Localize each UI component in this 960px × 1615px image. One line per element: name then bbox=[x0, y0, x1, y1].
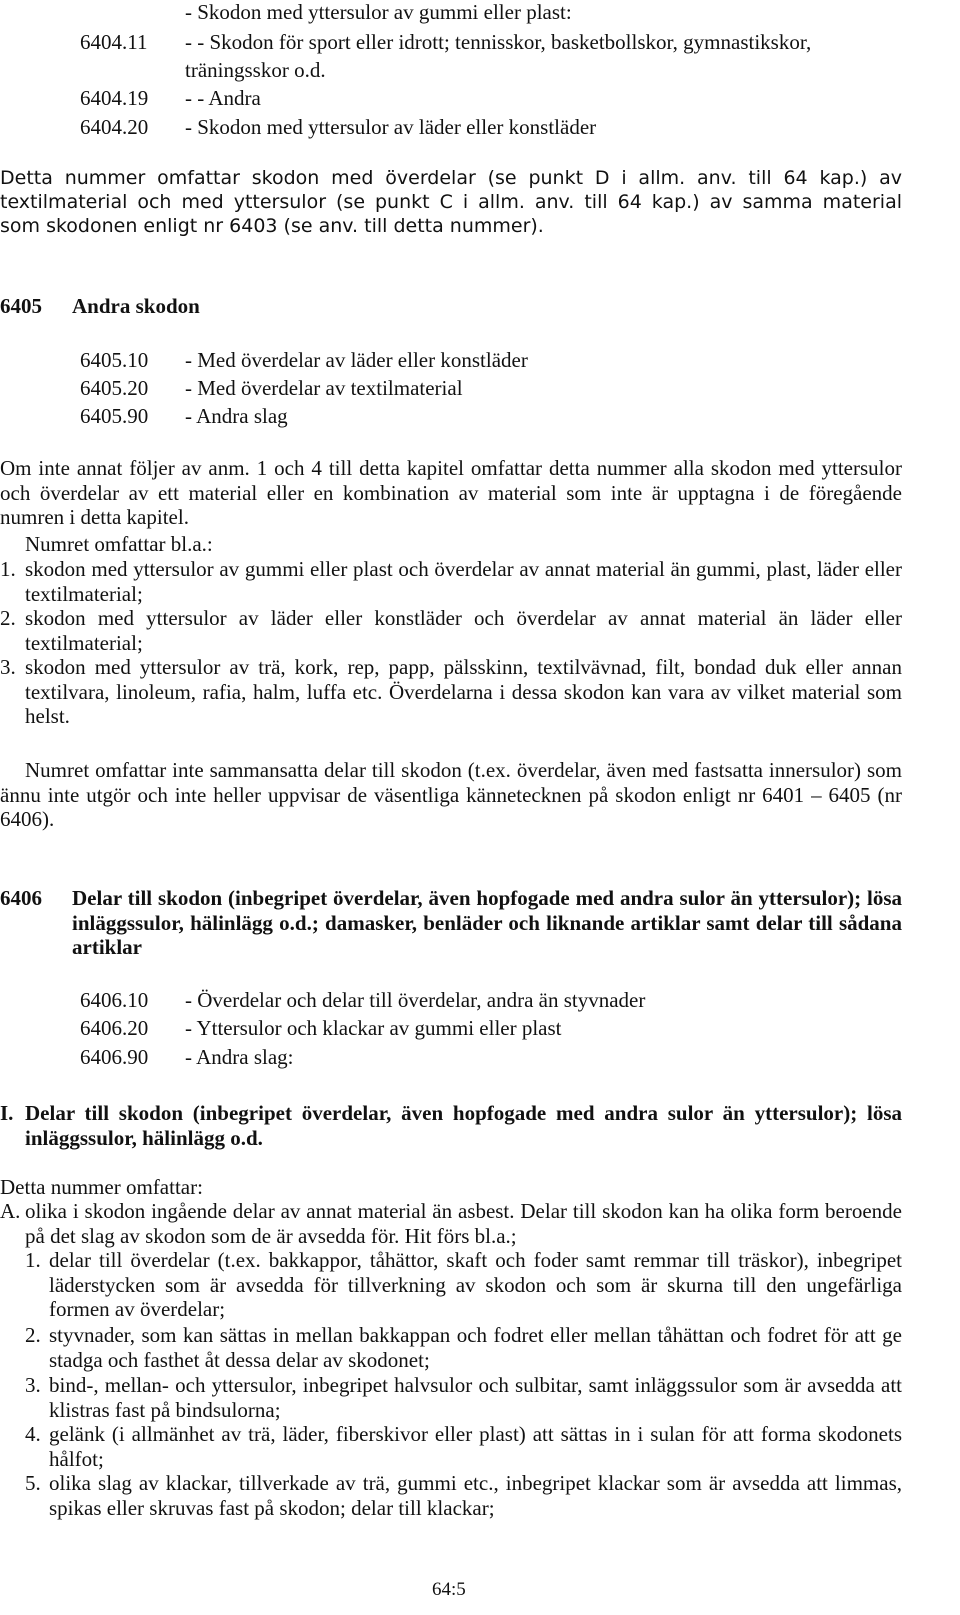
row-text: - Skodon med yttersulor av gummi eller plast: bbox=[185, 0, 572, 24]
list-text: skodon med yttersulor av gummi eller plast och överdelar av annat material än gummi, plast, läder eller textilmaterial; bbox=[25, 557, 902, 606]
page-number: 64:5 bbox=[432, 1579, 466, 1600]
list-number: 2. bbox=[0, 606, 16, 630]
row-text: - Yttersulor och klackar av gummi eller plast bbox=[185, 1016, 562, 1040]
row-code: 6406.20 bbox=[80, 1016, 149, 1040]
list-letter: A. bbox=[0, 1199, 21, 1223]
list-number: 1. bbox=[25, 1248, 41, 1272]
list-text: olika slag av klackar, tillverkade av trä, gummi etc., inbegripet klackar som är avsedda att limmas, spikas eller skruvas fast på skodon; delar till klackar; bbox=[49, 1471, 902, 1520]
row-code: 6404.19 bbox=[80, 86, 149, 110]
heading-title-6406: Delar till skodon (inbegripet överdelar, även hopfogade med andra sulor än yttersulor); lösa inläggssulor, hälinlägg o.d.; damasker, benläder och liknande artiklar samt delar till sådana artiklar bbox=[72, 886, 902, 959]
row-text: - Med överdelar av läder eller konstläder bbox=[185, 348, 528, 372]
row-code: 6405.10 bbox=[80, 348, 149, 372]
list-number: 2. bbox=[25, 1323, 41, 1347]
list-number: 3. bbox=[0, 655, 16, 679]
list-text: skodon med yttersulor av trä, kork, rep, papp, pälsskinn, textilvävnad, filt, bondad duk eller annan textilvara, linoleum, rafia, halm, luffa etc. Överdelarna i dessa skodon kan vara av vilket material som helst. bbox=[25, 655, 902, 728]
row-code: 6406.10 bbox=[80, 988, 149, 1012]
row-code: 6404.11 bbox=[80, 30, 148, 54]
row-text: - - Andra bbox=[185, 86, 261, 110]
heading-title-6405: Andra skodon bbox=[72, 294, 200, 318]
list-text: skodon med yttersulor av läder eller konstläder och överdelar av annat material än läder eller textilmaterial; bbox=[25, 606, 902, 655]
note-6404-line: som skodonen enligt nr 6403 (se anv. till detta nummer). bbox=[0, 215, 544, 237]
note-6404-line: textilmaterial och med yttersulor (se punkt C i allm. anv. till 64 kap.) av samma material bbox=[0, 191, 902, 213]
paragraph-omfattar: Detta nummer omfattar: bbox=[0, 1175, 203, 1199]
row-text: - Andra slag: bbox=[185, 1045, 294, 1069]
list-text: styvnader, som kan sättas in mellan bakkappan och fodret eller mellan tåhättan och fodret för att ge stadga och fasthet åt dessa delar av skodonet; bbox=[49, 1323, 902, 1372]
paragraph-numret: Numret omfattar bl.a.: bbox=[25, 532, 213, 556]
row-text: - Med överdelar av textilmaterial bbox=[185, 376, 463, 400]
row-text: - Andra slag bbox=[185, 404, 288, 428]
section-title: Delar till skodon (inbegripet överdelar, även hopfogade med andra sulor än yttersulor); lösa inläggssulor, hälinlägg o.d. bbox=[25, 1101, 902, 1150]
list-number: 3. bbox=[25, 1373, 41, 1397]
list-text: bind-, mellan- och yttersulor, inbegripet halvsulor och sulbitar, samt inläggssulor som är avsedda att klistras fast på bindsulorna; bbox=[49, 1373, 902, 1422]
paragraph-6405-exclusion: Numret omfattar inte sammansatta delar till skodon (t.ex. överdelar, även med fastsatta innersulor) som ännu inte utgör och inte heller uppvisar de väsentliga kännetecknen på skodon enligt nr 6401 – 6405 (nr 6406). bbox=[0, 758, 902, 831]
row-code: 6405.90 bbox=[80, 404, 149, 428]
list-text: olika i skodon ingående delar av annat material än asbest. Delar till skodon kan ha olika form beroende på det slag av skodon som de är avsedda för. Hit förs bl.a.; bbox=[25, 1199, 902, 1248]
list-text: delar till överdelar (t.ex. bakkappor, tåhättor, skaft och foder samt remmar till träskor), inbegripet läderstycken som är avsedda för tillverkning av skodon och som är skurna till den ungefärliga formen av överdelar; bbox=[49, 1248, 902, 1321]
row-code: 6405.20 bbox=[80, 376, 149, 400]
list-number: 4. bbox=[25, 1422, 41, 1446]
paragraph-6405-intro: Om inte annat följer av anm. 1 och 4 till detta kapitel omfattar detta nummer alla skodon med yttersulor och överdelar av ett material eller en kombination av material som inte är upptagna i de föregående numren i detta kapitel. bbox=[0, 456, 902, 529]
note-6404-line: Detta nummer omfattar skodon med överdelar (se punkt D i allm. anv. till 64 kap.) av bbox=[0, 167, 902, 189]
row-code: 6406.90 bbox=[80, 1045, 149, 1069]
list-number: 1. bbox=[0, 557, 16, 581]
row-text: - Skodon med yttersulor av läder eller konstläder bbox=[185, 115, 597, 139]
heading-code-6405: 6405 bbox=[0, 294, 42, 318]
section-number: I. bbox=[0, 1101, 14, 1125]
row-code: 6404.20 bbox=[80, 115, 149, 139]
list-number: 5. bbox=[25, 1471, 41, 1495]
row-text: - Överdelar och delar till överdelar, andra än styvnader bbox=[185, 988, 646, 1012]
heading-code-6406: 6406 bbox=[0, 886, 42, 910]
row-text: träningsskor o.d. bbox=[185, 58, 326, 82]
list-text: gelänk (i allmänhet av trä, läder, fiberskivor eller plast) att sättas in i sulan för att forma skodonets hålfot; bbox=[49, 1422, 902, 1471]
row-text: - - Skodon för sport eller idrott; tennisskor, basketbollskor, gymnastikskor, bbox=[185, 30, 812, 54]
